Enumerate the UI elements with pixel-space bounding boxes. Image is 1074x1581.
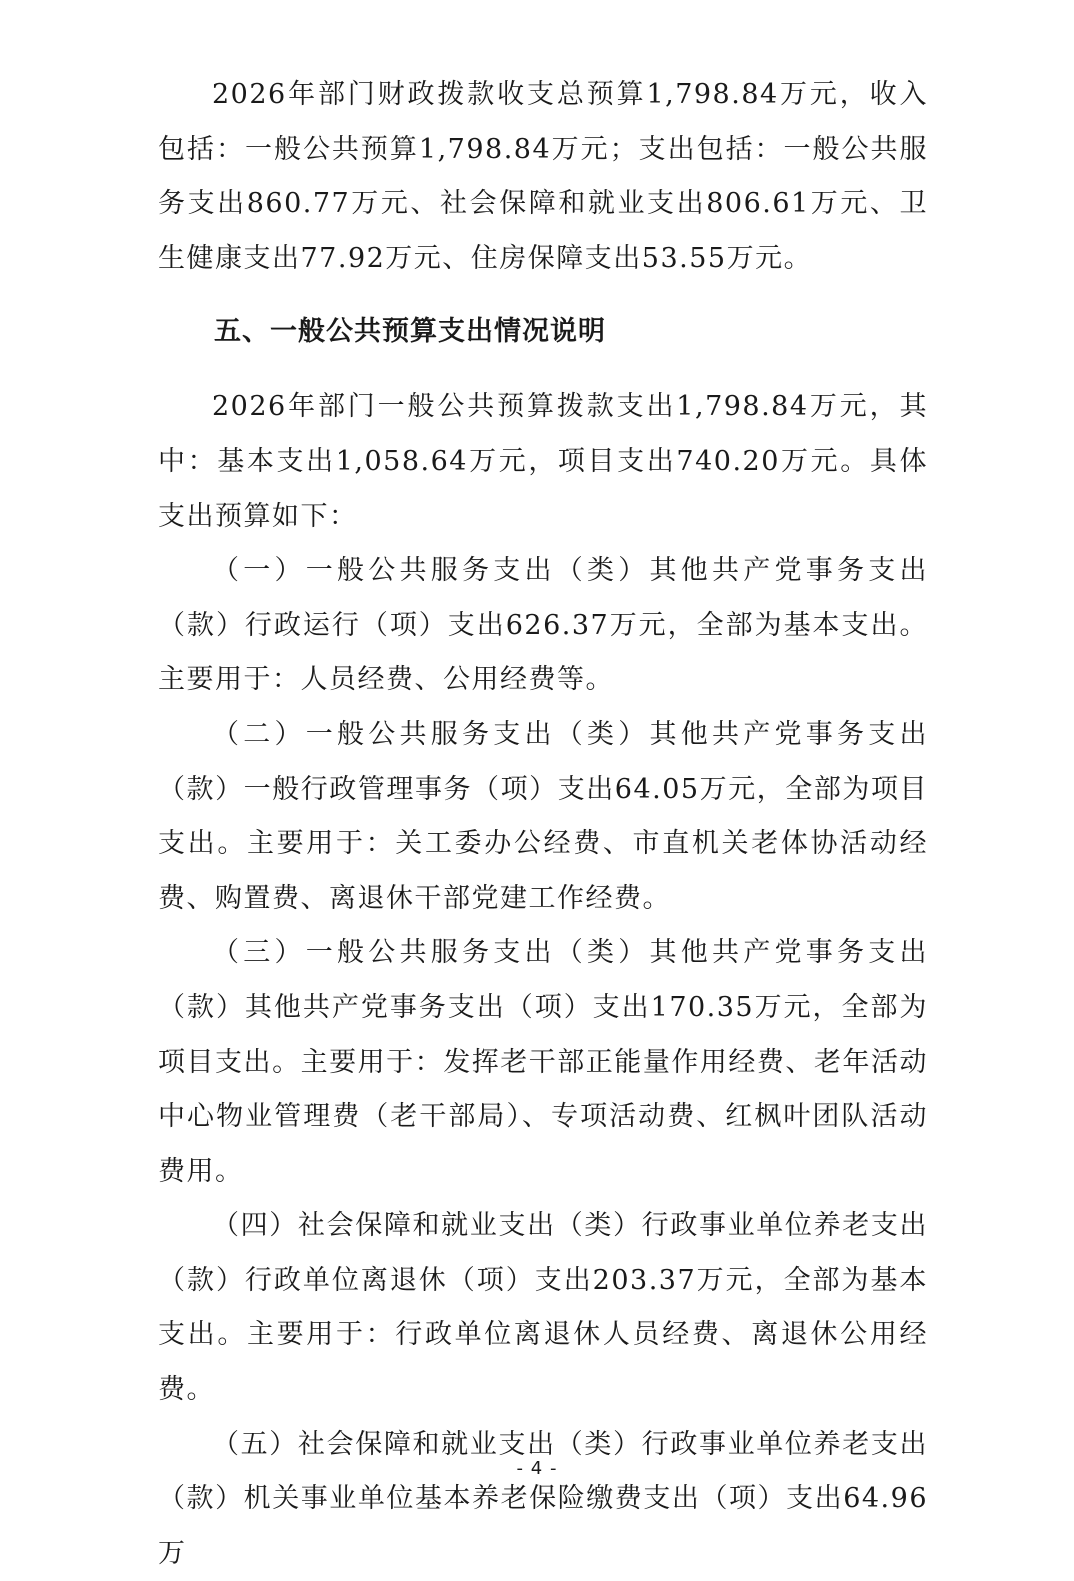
document-body xyxy=(158,68,928,1581)
paragraph-budget-summary: 2026年部门财政拨款收支总预算1,798.84万元，收入包括：一般公共预算1,798.84万元；支出包括：一般公共服务支出860.77万元、社会保障和就业支出806.61万元、卫生健康支出77.92万元、住房保障支出53.55万元。 xyxy=(158,79,928,274)
paragraph-item-4: （四）社会保障和就业支出（类）行政事业单位养老支出（款）行政单位离退休（项）支出203.37万元，全部为基本支出。主要用于：行政单位离退休人员经费、离退休公用经费。 xyxy=(158,1210,928,1406)
paragraph-item-3: （三）一般公共服务支出（类）其他共产党事务支出（款）其他共产党事务支出（项）支出170.35万元，全部为项目支出。主要用于：发挥老干部正能量作用经费、老年活动中心物业管理费（老干部局）、专项活动费、红枫叶团队活动费用。 xyxy=(158,937,928,1187)
paragraph-item-5: （五）社会保障和就业支出（类）行政事业单位养老支出（款）机关事业单位基本养老保险缴费支出（项）支出64.96万 xyxy=(158,1428,928,1569)
page-number: - 4 - xyxy=(516,1458,558,1479)
paragraph-expenditure-overview: 2026年部门一般公共预算拨款支出1,798.84万元，其中：基本支出1,058.64万元，项目支出740.20万元。具体支出预算如下： xyxy=(158,391,928,532)
paragraph-item-1: （一）一般公共服务支出（类）其他共产党事务支出（款）行政运行（项）支出626.37万元，全部为基本支出。主要用于：人员经费、公用经费等。 xyxy=(158,555,928,696)
section-heading: 五、一般公共预算支出情况说明 xyxy=(214,316,606,348)
paragraph-item-2: （二）一般公共服务支出（类）其他共产党事务支出（款）一般行政管理事务（项）支出64.05万元，全部为项目支出。主要用于：关工委办公经费、市直机关老体协活动经费、购置费、离退休干部党建工作经费。 xyxy=(158,718,928,914)
